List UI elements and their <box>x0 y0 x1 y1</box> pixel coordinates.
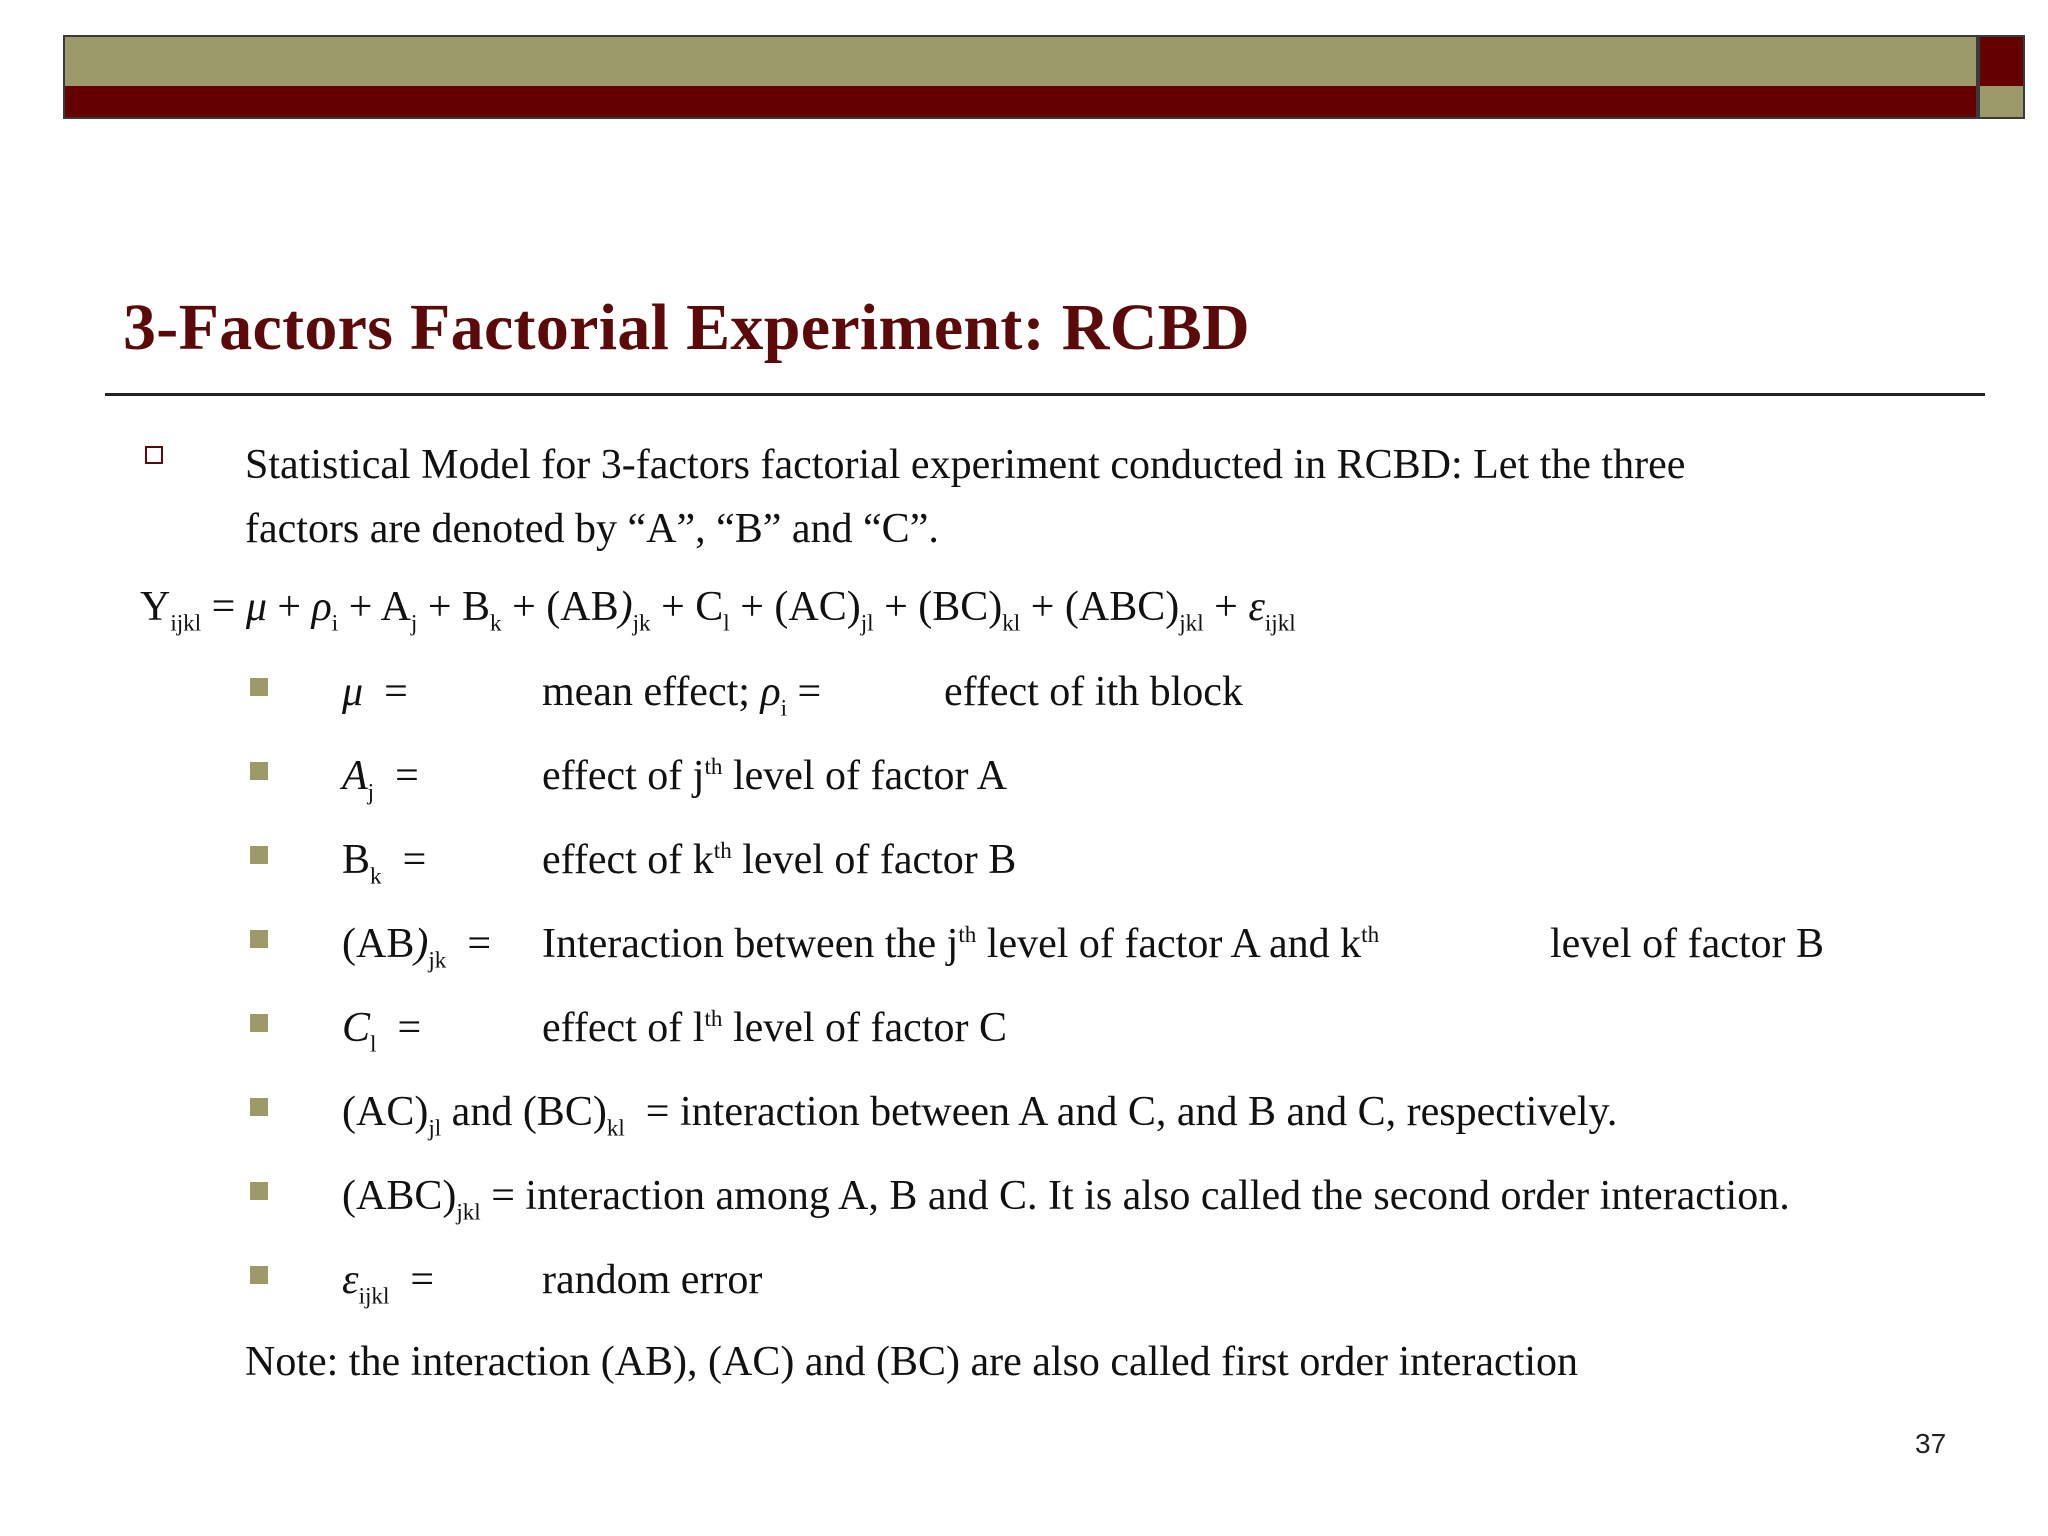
square-bullet-icon <box>250 930 268 948</box>
model-equation: $Y_{ijkl} = \mu + \rho_i + A_j + B_k + (AB)_{jk} + C_l + (AC)_{jl} + (BC)_{kl} + (ABC)_{jkl} + \varepsilon_{ijkl}$ <box>140 584 1296 636</box>
header-bar-olive <box>63 35 1978 86</box>
square-bullet-icon <box>250 1266 268 1284</box>
definition-meaning-a: effect of $j^{th}$ level of factor A <box>542 753 1007 799</box>
definition-meaning-epsilon: random error <box>542 1257 763 1303</box>
square-bullet-icon <box>250 1014 268 1032</box>
definition-symbol-a: $A_j$ = <box>342 753 419 805</box>
definition-symbol-ab: $(AB)_{jk}$ = <box>342 921 491 973</box>
square-bullet-icon <box>250 678 268 696</box>
note-text: Note: the interaction (AB), (AC) and (BC) are also called first order interaction <box>245 1339 1579 1385</box>
definition-meaning-rho: effect of ith block <box>944 669 1243 715</box>
intro-line-1: Statistical Model for 3-factors factorial experiment conducted in RCBD: Let the three <box>245 442 1686 488</box>
hollow-square-bullet-icon <box>145 446 163 464</box>
definition-symbol-c: $C_l$ = <box>342 1005 422 1057</box>
definition-meaning-ab: Interaction between the $j^{th}$ level of factor A and $k^{th}$ <box>542 921 1380 967</box>
square-bullet-icon <box>250 846 268 864</box>
slide-title: 3-Factors Factorial Experiment: RCBD <box>123 291 1250 364</box>
definition-symbol-b: $B_k$ = <box>342 837 427 889</box>
page-number: 37 <box>1915 1428 1947 1459</box>
square-bullet-icon <box>250 762 268 780</box>
definition-meaning-mu: mean effect; $\rho_i$ = <box>542 669 822 721</box>
definition-meaning-c: effect of $l^{th}$ level of factor C <box>542 1005 1007 1051</box>
definition-symbol-mu: μ = <box>342 669 408 715</box>
header-corner-olive <box>1978 86 2025 119</box>
square-bullet-icon <box>250 1098 268 1116</box>
definition-meaning-ab-cont: level of factor B <box>1550 921 1825 967</box>
definition-meaning-b: effect of $k^{th}$ level of factor B <box>542 837 1017 883</box>
intro-line-2: factors are denoted by “A”, “B” and “C”. <box>245 506 939 552</box>
header-bar-maroon <box>63 86 1978 119</box>
header-corner-maroon <box>1978 35 2025 86</box>
title-underline <box>105 393 1985 396</box>
definition-abc: $(ABC)_{jkl}$ = interaction among A, B and C. It is also called the second order interaction. <box>342 1173 1790 1225</box>
square-bullet-icon <box>250 1182 268 1200</box>
definition-symbol-epsilon: $\varepsilon_{ijkl}$ = <box>342 1257 435 1309</box>
definition-ac-bc: $(AC)_{jl}$ and $(BC)_{kl}$ = interaction between A and C, and B and C, respectively. <box>342 1089 1618 1141</box>
